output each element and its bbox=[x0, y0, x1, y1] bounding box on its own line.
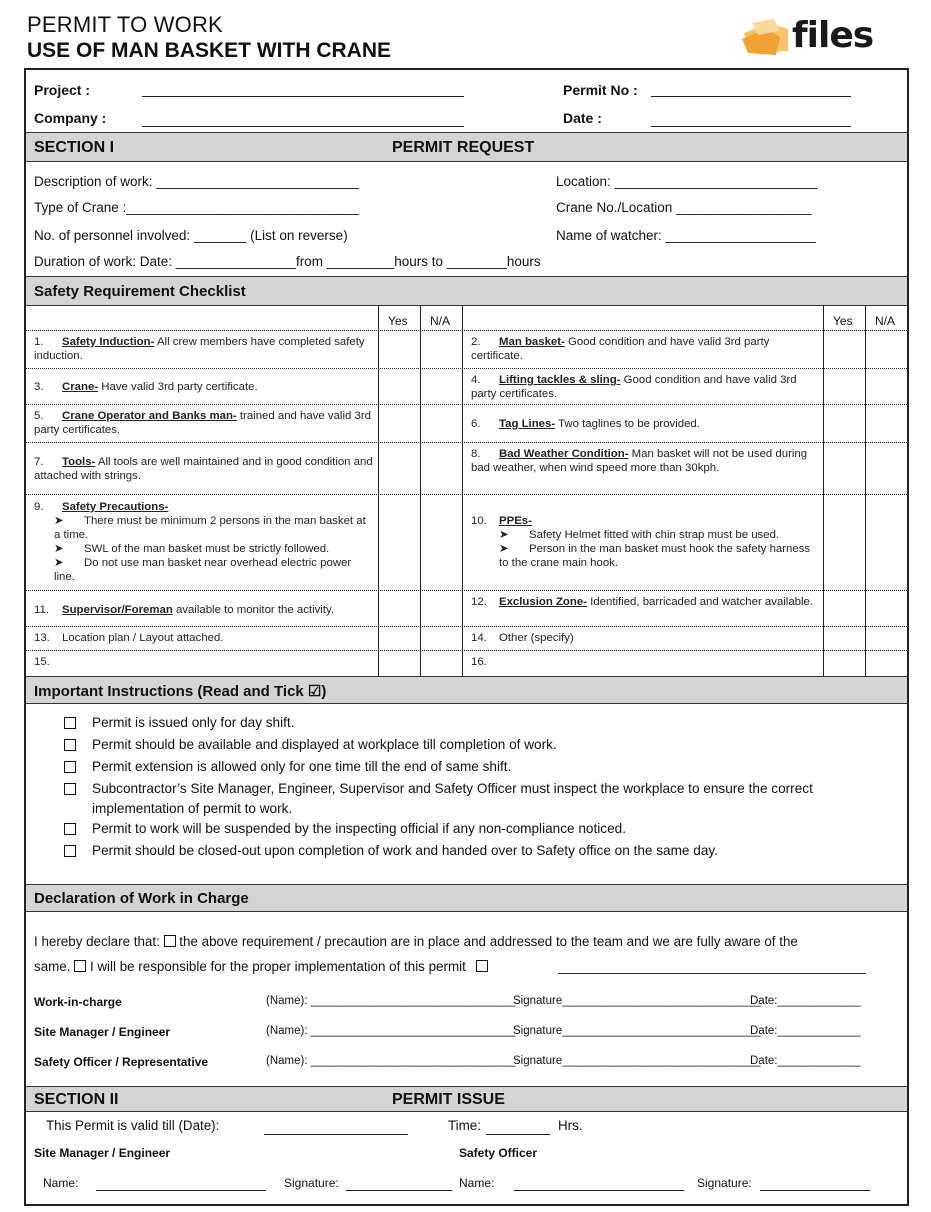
logo-text: files bbox=[792, 15, 874, 56]
project-label: Project : bbox=[34, 82, 91, 98]
precaution-1: There must be minimum 2 persons in the man basket at a time. bbox=[54, 515, 366, 541]
yes-header-left: Yes bbox=[388, 314, 408, 328]
permit-no-field[interactable] bbox=[651, 96, 851, 97]
site-manager-label: Site Manager / Engineer bbox=[34, 1146, 171, 1160]
valid-till-label: This Permit is valid till (Date): bbox=[46, 1118, 220, 1133]
checklist-item-1: 1. Safety Induction- All crew members have completed safety induction. bbox=[34, 336, 365, 362]
declaration-line-2: same. I will be responsible for the proper implementation of this permit bbox=[34, 959, 488, 974]
project-field[interactable] bbox=[142, 96, 464, 97]
time-label: Time: bbox=[448, 1118, 481, 1133]
row-divider bbox=[26, 494, 907, 495]
section1-bar bbox=[26, 132, 907, 162]
instruction-1[interactable]: Permit is issued only for day shift. bbox=[64, 713, 884, 733]
company-field[interactable] bbox=[142, 126, 464, 127]
na-header-left: N/A bbox=[430, 314, 451, 328]
ppe-1: Safety Helmet fitted with chin strap must be used. bbox=[529, 529, 780, 541]
row-divider bbox=[26, 626, 907, 627]
permit-no-label: Permit No : bbox=[563, 82, 638, 98]
company-label: Company : bbox=[34, 110, 107, 126]
row-divider bbox=[26, 590, 907, 591]
date-label: Date : bbox=[563, 110, 602, 126]
form-title: PERMIT TO WORK bbox=[27, 12, 223, 37]
hrs-label: Hrs. bbox=[558, 1118, 583, 1133]
instruction-3[interactable]: Permit extension is allowed only for one time till the end of same shift. bbox=[64, 757, 884, 777]
checklist-item-16: 16. bbox=[471, 656, 487, 668]
section2-title: PERMIT ISSUE bbox=[392, 1091, 505, 1108]
row-divider bbox=[26, 442, 907, 443]
personnel-involved[interactable]: No. of personnel involved: _______ (List on reverse) bbox=[34, 228, 348, 243]
checkbox[interactable] bbox=[64, 761, 76, 773]
row-divider bbox=[26, 650, 907, 651]
checklist-item-5: 5. Crane Operator and Banks man- trained and have valid 3rd party certificates. bbox=[34, 410, 371, 436]
instructions-bar bbox=[26, 676, 907, 704]
checkbox[interactable] bbox=[64, 845, 76, 857]
instruction-2[interactable]: Permit should be available and displayed at workplace till completion of work. bbox=[64, 735, 884, 755]
type-of-crane[interactable]: Type of Crane :_______________________________ bbox=[34, 200, 360, 215]
form-subtitle: USE OF MAN BASKET WITH CRANE bbox=[27, 39, 391, 62]
checklist-title: Safety Requirement Checklist bbox=[34, 283, 246, 300]
name2-label: Name: bbox=[459, 1176, 495, 1190]
safety-officer-label: Safety Officer bbox=[459, 1146, 538, 1160]
checklist-item-4: 4. Lifting tackles & sling- Good condition and have valid 3rd party certificates. bbox=[471, 374, 797, 400]
instruction-5[interactable]: Permit to work will be suspended by the inspecting official if any non-compliance noticed. bbox=[64, 819, 884, 839]
checkbox[interactable] bbox=[64, 717, 76, 729]
checklist-item-10: 10. PPEs- ➤ Safety Helmet fitted with chin strap must be used. ➤ Person in the man basket must hook the safety harness to the crane main hook. bbox=[471, 515, 811, 569]
declare-checkbox-1[interactable] bbox=[164, 935, 176, 947]
checklist-item-11: 11. Supervisor/Foreman available to monitor the activity. bbox=[34, 604, 335, 616]
declaration-line-1: I hereby declare that: the above requirement / precaution are in place and addressed to the team and we are fully aware of the bbox=[34, 934, 798, 949]
name-of-watcher[interactable]: Name of watcher: ____________________ bbox=[556, 228, 816, 243]
valid-till-field[interactable] bbox=[264, 1134, 408, 1135]
description-of-work[interactable]: Description of work: ___________________________ bbox=[34, 174, 360, 189]
precaution-3: Do not use man basket near overhead electric power line. bbox=[54, 557, 352, 583]
checklist-item-9: 9. Safety Precautions- ➤ There must be minimum 2 persons in the man basket at a time. ➤ SWL of the man basket must be strictly followed. ➤ Do not use man basket near overhead electric power line. bbox=[34, 501, 366, 583]
time-field[interactable] bbox=[486, 1134, 550, 1135]
ppe-2: Person in the man basket must hook the safety harness to the crane main hook. bbox=[499, 543, 811, 569]
section1-title: PERMIT REQUEST bbox=[392, 139, 535, 156]
checkbox[interactable] bbox=[64, 739, 76, 751]
row-divider bbox=[26, 330, 907, 331]
name1-field[interactable] bbox=[96, 1190, 266, 1191]
name2-field[interactable] bbox=[514, 1190, 684, 1191]
checklist-item-7: 7. Tools- All tools are well maintained and in good condition and attached with strings. bbox=[34, 456, 373, 482]
section2-label: SECTION II bbox=[34, 1091, 119, 1108]
checklist-bar bbox=[26, 276, 907, 306]
checkbox[interactable] bbox=[64, 783, 76, 795]
declare-checkbox-3[interactable] bbox=[476, 960, 488, 972]
row-divider bbox=[26, 368, 907, 369]
name1-label: Name: bbox=[43, 1176, 79, 1190]
checklist-item-8: 8. Bad Weather Condition- Man basket will not be used during bad weather, when wind speed more than 30kph. bbox=[471, 448, 808, 474]
checklist-item-6: 6. Tag Lines- Two taglines to be provided. bbox=[471, 418, 700, 430]
signature2-label: Signature: bbox=[697, 1176, 752, 1190]
instructions-title: Important Instructions (Read and Tick ☑) bbox=[34, 683, 327, 700]
checklist-item-14: 14. Other (specify) bbox=[471, 632, 574, 644]
col-line bbox=[378, 306, 379, 676]
col-line bbox=[462, 306, 463, 676]
declaration-signature-line[interactable] bbox=[558, 973, 866, 974]
checklist-item-2: 2. Man basket- Good condition and have valid 3rd party certificate. bbox=[471, 336, 770, 362]
instruction-4[interactable]: Subcontractor’s Site Manager, Engineer, Supervisor and Safety Officer must inspect the workplace to ensure the correct implementation of permit to work. bbox=[64, 779, 884, 819]
declare-checkbox-2[interactable] bbox=[74, 960, 86, 972]
instruction-6[interactable]: Permit should be closed-out upon completion of work and handed over to Safety office on the same day. bbox=[64, 841, 884, 861]
section1-label: SECTION I bbox=[34, 139, 115, 156]
signature1-field[interactable] bbox=[346, 1190, 452, 1191]
na-header-right: N/A bbox=[875, 314, 896, 328]
date-field[interactable] bbox=[651, 126, 851, 127]
files-logo bbox=[740, 15, 880, 60]
permit-form: Project : Permit No : Company : Date : SECTION I PERMIT REQUEST Description of work: ___________________________ Location: ___________________________ Type of Crane :_______________________________ Crane No./Location __________________ No. of personnel involved: _______ (List on reverse) Name of watcher: ____________________ Duration of work: Date: ________________from _________hours to ________hours Safety Requirement Checklist Yes N/A Yes N/A 1. Safety Induction- All crew members have completed safety induction. 3. Crane- Have valid 3rd party certificate. 5. Crane Operator and Banks man- trained and have valid 3rd party certificates. 7. Tools- All tools are well maintained and in good condition and attached with strings. 9. Safety Precautions- ➤ There must be minimum 2 persons in the man basket at a time. ➤ SWL of the man basket must be strictly followed. ➤ Do not use man basket near overhead electric power line. 11. Supervisor/Foreman available to monitor the activity. 13. Location plan / Layout attached. 15. 2. Man basket- Good condition and have valid 3rd party certificate. 4. Lifting tackles & sling- Good condition and have valid 3rd party certificates. 6. Tag Lines- Two taglines to be provided. 8. Bad Weather Condition- Man basket will not be used during bad weather, when wind speed more than 30kph. 10. PPEs- ➤ Safety Helmet fitted with chin strap must be used. ➤ Person in the man basket must hook the safety harness to the crane main hook. 12. Exclusion Zone- Identified, barricaded and watcher available. 14. Other (specify) 16. Important Instructions (Read and Tick ☑) Permit is issued only for day shift. Permit should be available and displayed at workplace till completion of work. Permit extension is allowed only for one time till the end of same shift. Subcontractor’s Site Manager, Engineer, Supervisor and Safety Officer must inspect the workplace to ensure the correct implementation of permit to work. Permit to work will be suspended by the inspecting official if any non-compliance noticed. Permit should be closed-out upon completion of work and handed over to Safety office on the same day. Declaration of Work in Charge I hereby declare that: the above requirement / precaution are in place and addressed to the team and we are fully aware of the same. I will be responsible for the proper implementation of this permit Work-in-charge (Name): ________________________________ Signature_______________________________ Date:_____________ Site Manager / Engineer (Name): ________________________________ Signature_______________________________ Date:_____________ Safety Officer / Representative (Name): ________________________________ Signature_______________________________ Date:_____________ SECTION II PERMIT ISSUE This Permit is valid till (Date): Time: Hrs. Site Manager / Engineer Safety Officer Name: Signature: Name: Signature: bbox=[24, 68, 909, 1206]
precaution-2: SWL of the man basket must be strictly followed. bbox=[84, 543, 330, 555]
checklist-item-12: 12. Exclusion Zone- Identified, barricaded and watcher available. bbox=[471, 596, 814, 608]
row-divider bbox=[26, 404, 907, 405]
signature1-label: Signature: bbox=[284, 1176, 339, 1190]
location-field[interactable]: Location: ___________________________ bbox=[556, 174, 818, 189]
section2-bar bbox=[26, 1086, 907, 1112]
crane-no-location[interactable]: Crane No./Location __________________ bbox=[556, 200, 812, 215]
yes-header-right: Yes bbox=[833, 314, 853, 328]
checklist-item-13: 13. Location plan / Layout attached. bbox=[34, 632, 224, 644]
checklist-item-3: 3. Crane- Have valid 3rd party certificate. bbox=[34, 381, 258, 393]
col-line bbox=[420, 306, 421, 676]
checklist-item-15: 15. bbox=[34, 656, 50, 668]
duration-of-work[interactable]: Duration of work: Date: ________________from _________hours to ________hours bbox=[34, 254, 541, 269]
col-line bbox=[823, 306, 824, 676]
checkbox[interactable] bbox=[64, 823, 76, 835]
declaration-title: Declaration of Work in Charge bbox=[34, 890, 249, 907]
declaration-bar bbox=[26, 884, 907, 912]
folder-logo-icon bbox=[740, 19, 790, 55]
signature2-field[interactable] bbox=[760, 1190, 870, 1191]
col-line bbox=[865, 306, 866, 676]
